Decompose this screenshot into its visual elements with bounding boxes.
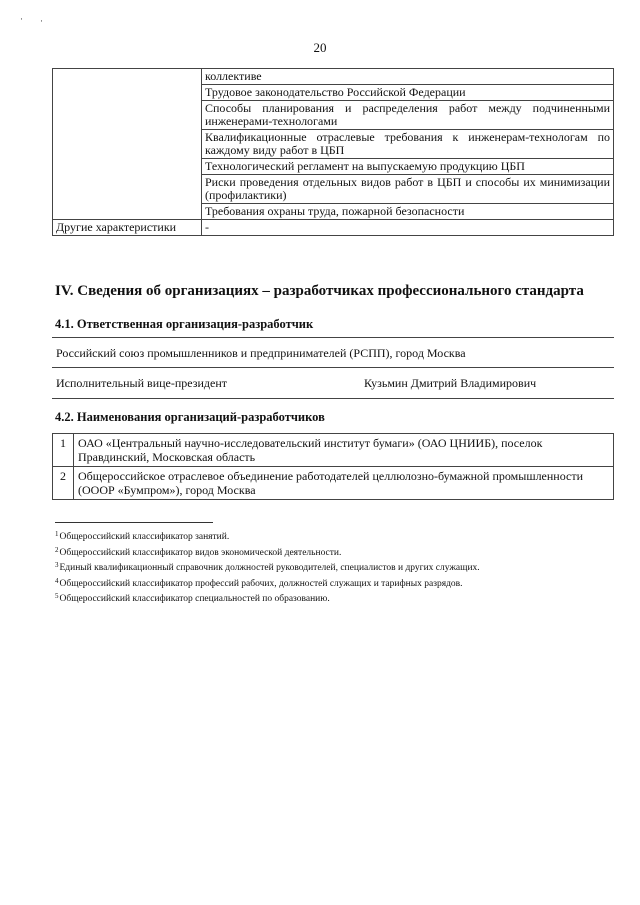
section-title: IV. Сведения об организациях – разработчиках профессионального стандарта [55,283,584,299]
footnote: $^5$Общероссийский классификатор специальностей по образованию. [55,592,330,604]
table-cell: Трудовое законодательство Российской Федерации [202,85,614,101]
footnote: $^1$Общероссийский классификатор занятий. [55,530,230,542]
table-cell: коллективе [202,69,614,85]
row-number: 2 [53,467,74,500]
person-name: Кузьмин Дмитрий Владимирович [364,376,537,390]
developers-table [52,433,614,500]
footnote: $^3$Единый квалификационный справочник должностей руководителей, специалистов и других служащих. [55,561,480,573]
row-label-cell [53,69,202,220]
table-cell: Технологический регламент на выпускаемую продукцию ЦБП [202,159,614,175]
footnote: $^2$Общероссийский классификатор видов экономической деятельности. [55,545,342,558]
table-row [53,467,614,500]
developer-name: ОАО «Центральный научно-исследовательский институт бумаги» (ОАО ЦНИИБ), поселок Правдинский, Московская область [74,434,614,467]
footnotes [55,528,615,606]
other-characteristics-value: - [202,220,614,236]
person-role: Исполнительный вице-президент [56,376,228,390]
table-row-other [53,220,614,236]
row-number: 1 [53,434,74,467]
responsible-organization [52,337,614,400]
subsection-title: 4.2. Наименования организаций-разработчиков [55,410,325,424]
requirements-table [52,68,614,236]
organization-name: Российский союз промышленников и предпринимателей (РСПП), город Москва [52,338,614,368]
scan-mark: · [20,14,23,24]
table-cell: Риски проведения отдельных видов работ в ЦБП и способы их минимизации (профилактики) [202,175,614,204]
scan-mark: · [40,16,43,26]
page-number: 20 [313,40,327,55]
table-cell: Требования охраны труда, пожарной безопасности [202,204,614,220]
divider [52,398,614,399]
footnote-separator [55,522,213,523]
developer-name: Общероссийское отраслевое объединение работодателей целлюлозно-бумажной промышленности (ОООР «Бумпром»), город Москва [74,467,614,500]
footnote: $^4$Общероссийский классификатор профессий рабочих, должностей служащих и тарифных разрядов. [55,576,463,589]
table-row [53,69,614,85]
other-characteristics-label: Другие характеристики [53,220,202,236]
subsection-title: 4.1. Ответственная организация-разработчик [55,317,314,331]
table-row [53,434,614,467]
table-cell: Квалификационные отраслевые требования к инженерам-технологам по каждому виду работ в ЦБП [202,130,614,159]
table-cell: Способы планирования и распределения работ между подчиненными инженерами-технологами [202,101,614,130]
